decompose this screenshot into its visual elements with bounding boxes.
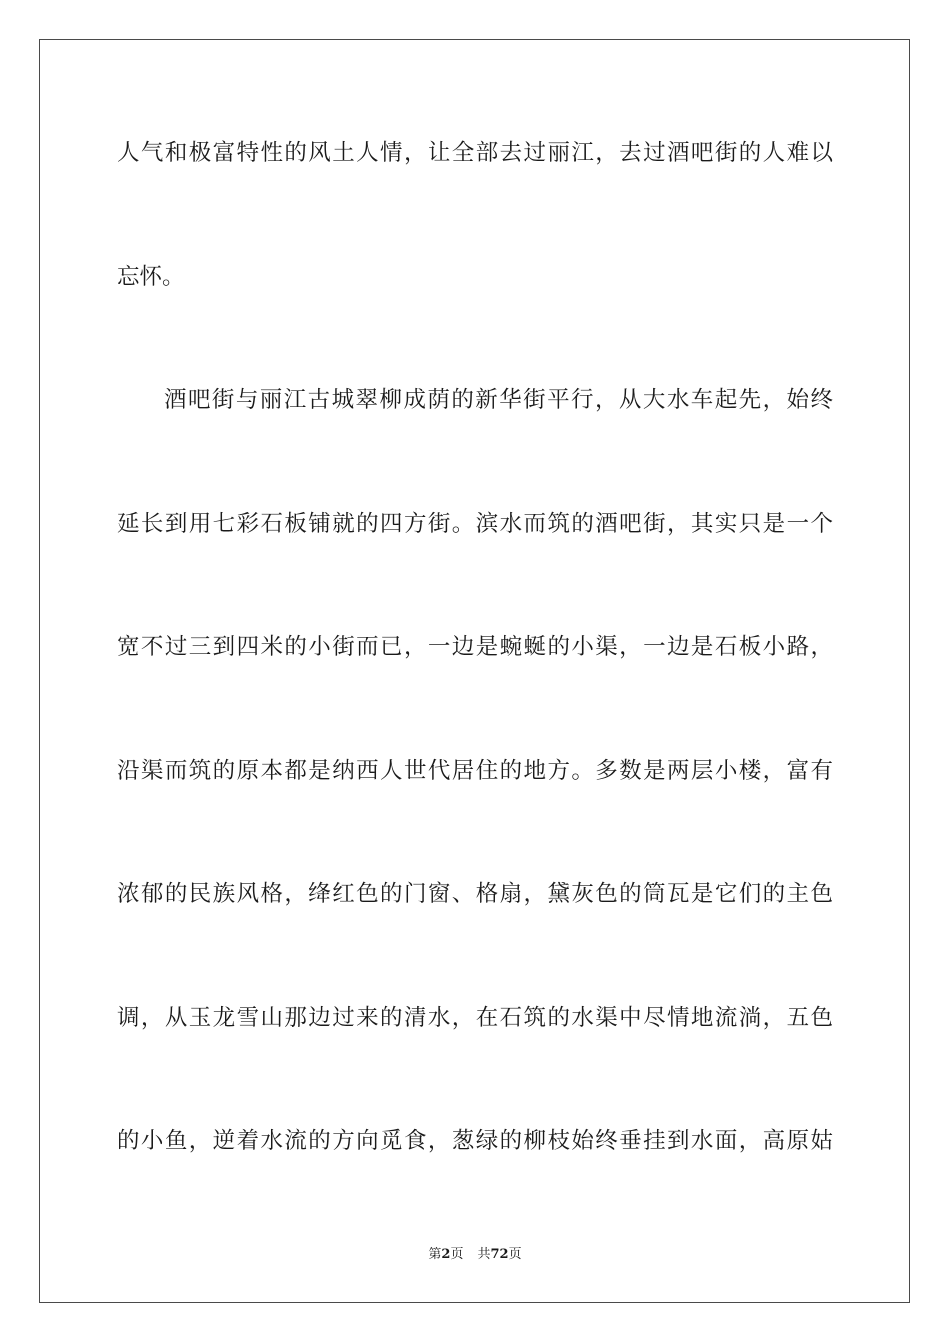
page-border: [39, 39, 910, 1303]
paragraph-line-9: 的小鱼，逆着水流的方向觅食，葱绿的柳枝始终垂挂到水面，高原姑: [117, 1128, 833, 1154]
paragraph-line-6: 沿渠而筑的原本都是纳西人世代居住的地方。多数是两层小楼，富有: [117, 758, 833, 784]
total-pages: 72: [490, 1247, 509, 1262]
page-footer: [0, 1246, 950, 1264]
page-prefix: 第: [428, 1247, 442, 1262]
total-prefix: 共: [477, 1247, 491, 1262]
page-suffix: 页: [450, 1247, 464, 1262]
paragraph-line-8: 调，从玉龙雪山那边过来的清水，在石筑的水渠中尽情地流淌，五色: [117, 1005, 833, 1031]
page-number: 2: [441, 1247, 451, 1262]
paragraph-line-3: 酒吧街与丽江古城翠柳成荫的新华街平行，从大水车起先，始终: [164, 387, 833, 413]
paragraph-line-7: 浓郁的民族风格，绛红色的门窗、格扇，黛灰色的筒瓦是它们的主色: [117, 881, 833, 907]
total-suffix: 页: [508, 1247, 522, 1262]
paragraph-line-4: 延长到用七彩石板铺就的四方街。滨水而筑的酒吧街，其实只是一个: [117, 511, 833, 537]
paragraph-line-1: 人气和极富特性的风土人情，让全部去过丽江，去过酒吧街的人难以: [117, 140, 833, 166]
paragraph-line-5: 宽不过三到四米的小街而已，一边是蜿蜒的小渠，一边是石板小路，: [117, 634, 833, 660]
paragraph-line-2: 忘怀。: [117, 264, 185, 290]
